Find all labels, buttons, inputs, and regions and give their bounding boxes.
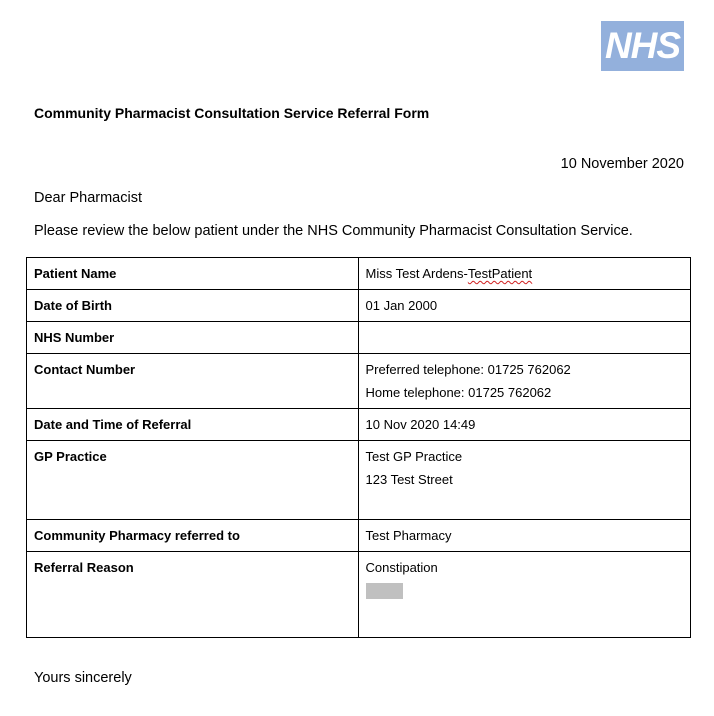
table-row-pharmacy [27,520,691,552]
referral-details-table [26,257,691,638]
letter-date: 10 November 2020 [560,156,684,172]
referral-reason-value [358,552,691,638]
table-row-referral-reason [27,552,691,638]
home-telephone: Home telephone: 01725 762062 [365,385,552,400]
referral-datetime-label: Date and Time of Referral [27,409,359,441]
nhs-number-label: NHS Number [27,322,359,354]
pharmacy-label: Community Pharmacy referred to [27,520,359,552]
signoff: Yours sincerely [34,670,132,686]
gp-practice-name: Test GP Practice [365,449,463,464]
pharmacy-value: Test Pharmacy [358,520,691,552]
form-title: Community Pharmacist Consultation Service Referral Form [34,105,430,121]
gp-practice-label: GP Practice [27,441,359,520]
date-of-birth-label: Date of Birth [27,290,359,322]
table-row-date-of-birth [27,290,691,322]
referral-reason-label: Referral Reason [27,552,359,638]
salutation: Dear Pharmacist [34,190,142,206]
table-row-gp-practice [27,441,691,520]
table-row-patient-name [27,258,691,290]
table-row-referral-datetime [27,409,691,441]
patient-name-spellcheck-word: TestPatient [467,266,533,281]
patient-name-label: Patient Name [27,258,359,290]
referral-datetime-value: 10 Nov 2020 14:49 [358,409,691,441]
date-of-birth-value: 01 Jan 2000 [358,290,691,322]
contact-number-value [358,354,691,409]
preferred-telephone: Preferred telephone: 01725 762062 [365,362,571,377]
contact-number-label: Contact Number [27,354,359,409]
table-row-contact-number [27,354,691,409]
patient-name-value [358,258,691,290]
redacted-block [366,583,403,599]
intro-paragraph: Please review the below patient under the NHS Community Pharmacist Consultation Service. [34,223,633,239]
nhs-logo: NHS [601,21,684,71]
referral-reason-text: Constipation [365,560,438,575]
nhs-number-value [358,322,691,354]
patient-name-prefix: Miss Test Ardens- [365,266,468,281]
gp-practice-address: 123 Test Street [365,472,453,487]
gp-practice-value [358,441,691,520]
table-row-nhs-number [27,322,691,354]
